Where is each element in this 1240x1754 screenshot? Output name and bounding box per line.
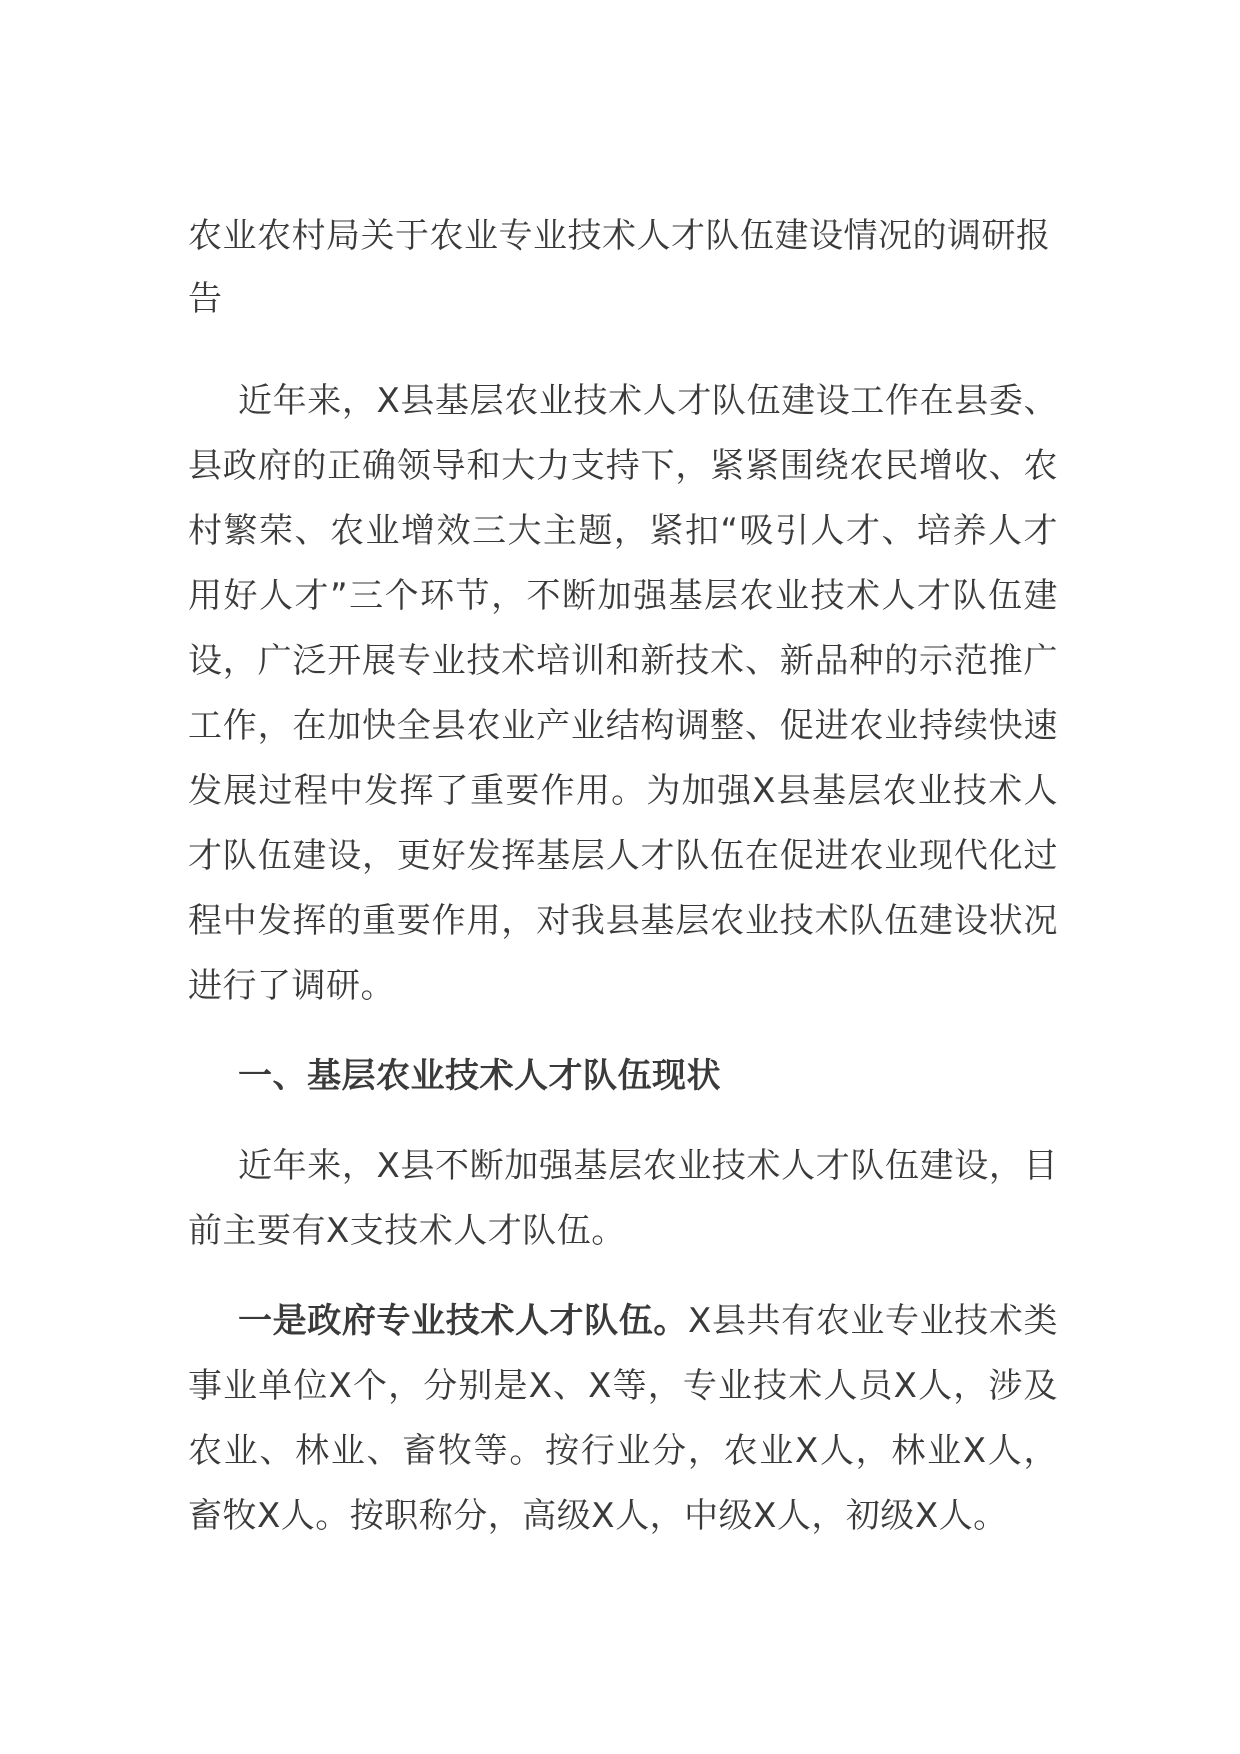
paragraph-body: X县共有农业专业技术类事业单位X个，分别是X、X等，专业技术人员X人，涉及农业、林业、畜牧等。按行业分，农业X人，林业X人，畜牧X人。按职称分，高级X人，中级X人，初级X人。 <box>188 1301 1058 1536</box>
document-body <box>188 205 1058 1549</box>
section-heading: 一、基层农业技术人才队伍现状 <box>238 1056 721 1096</box>
government-team-paragraph <box>188 1289 1058 1549</box>
intro-paragraph: 近年来，X县基层农业技术人才队伍建设工作在县委、县政府的正确领导和大力支持下，紧紧围绕农民增收、农村繁荣、农业增效三大主题，紧扣“吸引人才、培养人才用好人才”三个环节，不断加强基层农业技术人才队伍建设，广泛开展专业技术培训和新技术、新品种的示范推广工作，在加快全县农业产业结构调整、促进农业持续快速发展过程中发挥了重要作用。为加强X县基层农业技术人才队伍建设，更好发挥基层人才队伍在促进农业现代化过程中发挥的重要作用，对我县基层农业技术队伍建设状况进行了调研。 <box>188 381 1058 1006</box>
paragraph-lead: 一是政府专业技术人才队伍。 <box>238 1301 689 1341</box>
document-title: 农业农村局关于农业专业技术人才队伍建设情况的调研报告 <box>188 216 1051 319</box>
status-paragraph: 近年来，X县不断加强基层农业技术人才队伍建设，目前主要有X支技术人才队伍。 <box>188 1146 1058 1251</box>
